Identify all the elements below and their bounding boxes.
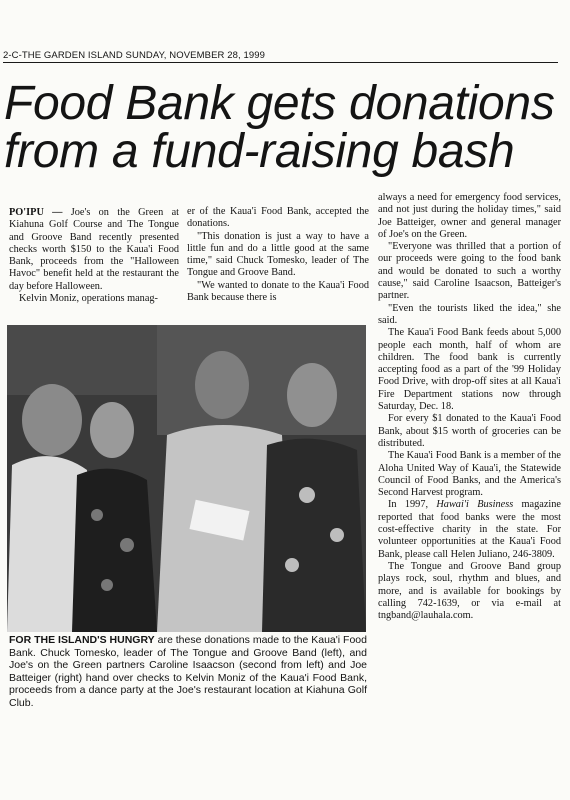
article-column-1 [9,207,179,305]
paragraph: The Kaua'i Food Bank is a member of the Aloha United Way of Kaua'i, the Statewide Council of Food Banks, and the America's Second Harvest program. [378,450,561,499]
paragraph: er of the Kaua'i Food Bank, accepted the donations. [187,206,369,230]
paragraph: The Kaua'i Food Bank feeds about 5,000 people each month, half of whom are children. The food bank is currently accepting food as a part of the '99 Holiday Food Drive, with drop-off sites at all Kaua'i Fire Department stations now through Saturday, Dec. 18. [378,327,561,413]
paragraph: "Everyone was thrilled that a portion of our proceeds were going to the food bank and would be donated to such a worthy cause," said Caroline Isaacson, Batteiger's partner. [378,241,561,302]
paragraph: always a need for emergency food services, and not just during the holiday times," said Joe Batteiger, owner and general manager of Joe's on the Green. [378,192,561,240]
paragraph: "We wanted to donate to the Kaua'i Food Bank because there is [187,279,369,304]
article-column-2 [187,206,369,304]
header-rule [3,62,558,63]
paragraph-text: In 1997, [388,499,437,511]
caption-lead: FOR THE ISLAND'S HUNGRY [9,634,155,646]
publication-name: Hawai'i Business [436,499,514,511]
paragraph [378,499,561,560]
paragraph-text: Joe's on the Green at Kiahuna Golf Course and The Tongue and Groove Band recently presented checks worth $150 to the Kaua'i Food Bank, proceeds from the "Halloween Havoc" benefit held at the restaurant the day before Halloween. [9,207,179,292]
headline-line-2: from a fund-raising bash [4,125,515,178]
paragraph: The Tongue and Groove Band group plays rock, soul, rhythm and blues, and more, and is available for bookings by calling 742-1639, or via e-mail at tngband@lauhala.com. [378,560,561,622]
headline [4,77,555,178]
photo-caption [9,634,367,710]
page-header: 2-C-THE GARDEN ISLAND SUNDAY, NOVEMBER 28, 1999 [3,50,265,61]
dateline: PO'IPU — [9,207,63,218]
paragraph-text: magazine reported that food banks were the most cost-effective charity in the state. For volunteer opportunities at the Kaua'i Food Bank, please call Helen Juliano, 246-3809. [378,499,561,560]
article-column-3 [378,192,561,622]
paragraph: "This donation is just a way to have a little fun and do a little good at the same time," said Chuck Tomesko, leader of The Tongue and Groove Band. [187,230,369,279]
paragraph: "Even the tourists liked the idea," she said. [378,302,561,326]
paragraph: Kelvin Moniz, operations manag- [19,293,158,305]
headline-line-1: Food Bank gets donations [4,77,555,130]
caption-text: are these donations made to the Kaua'i Food Bank. Chuck Tomesko, leader of The Tongue and Groove Band (left), and Joe's on the Green partners Caroline Isaacson (second from left) and Joe Batteiger (right) hand over checks to Kelvin Moniz of the Kaua'i Food Bank, proceeds from a dance party at the Joe's restaurant location at Kiahuna Golf Club. [9,634,367,709]
paragraph [9,207,179,293]
paragraph: For every $1 donated to the Kaua'i Food Bank, about $15 worth of groceries can be distributed. [378,413,561,449]
group-photo-image [7,325,366,632]
